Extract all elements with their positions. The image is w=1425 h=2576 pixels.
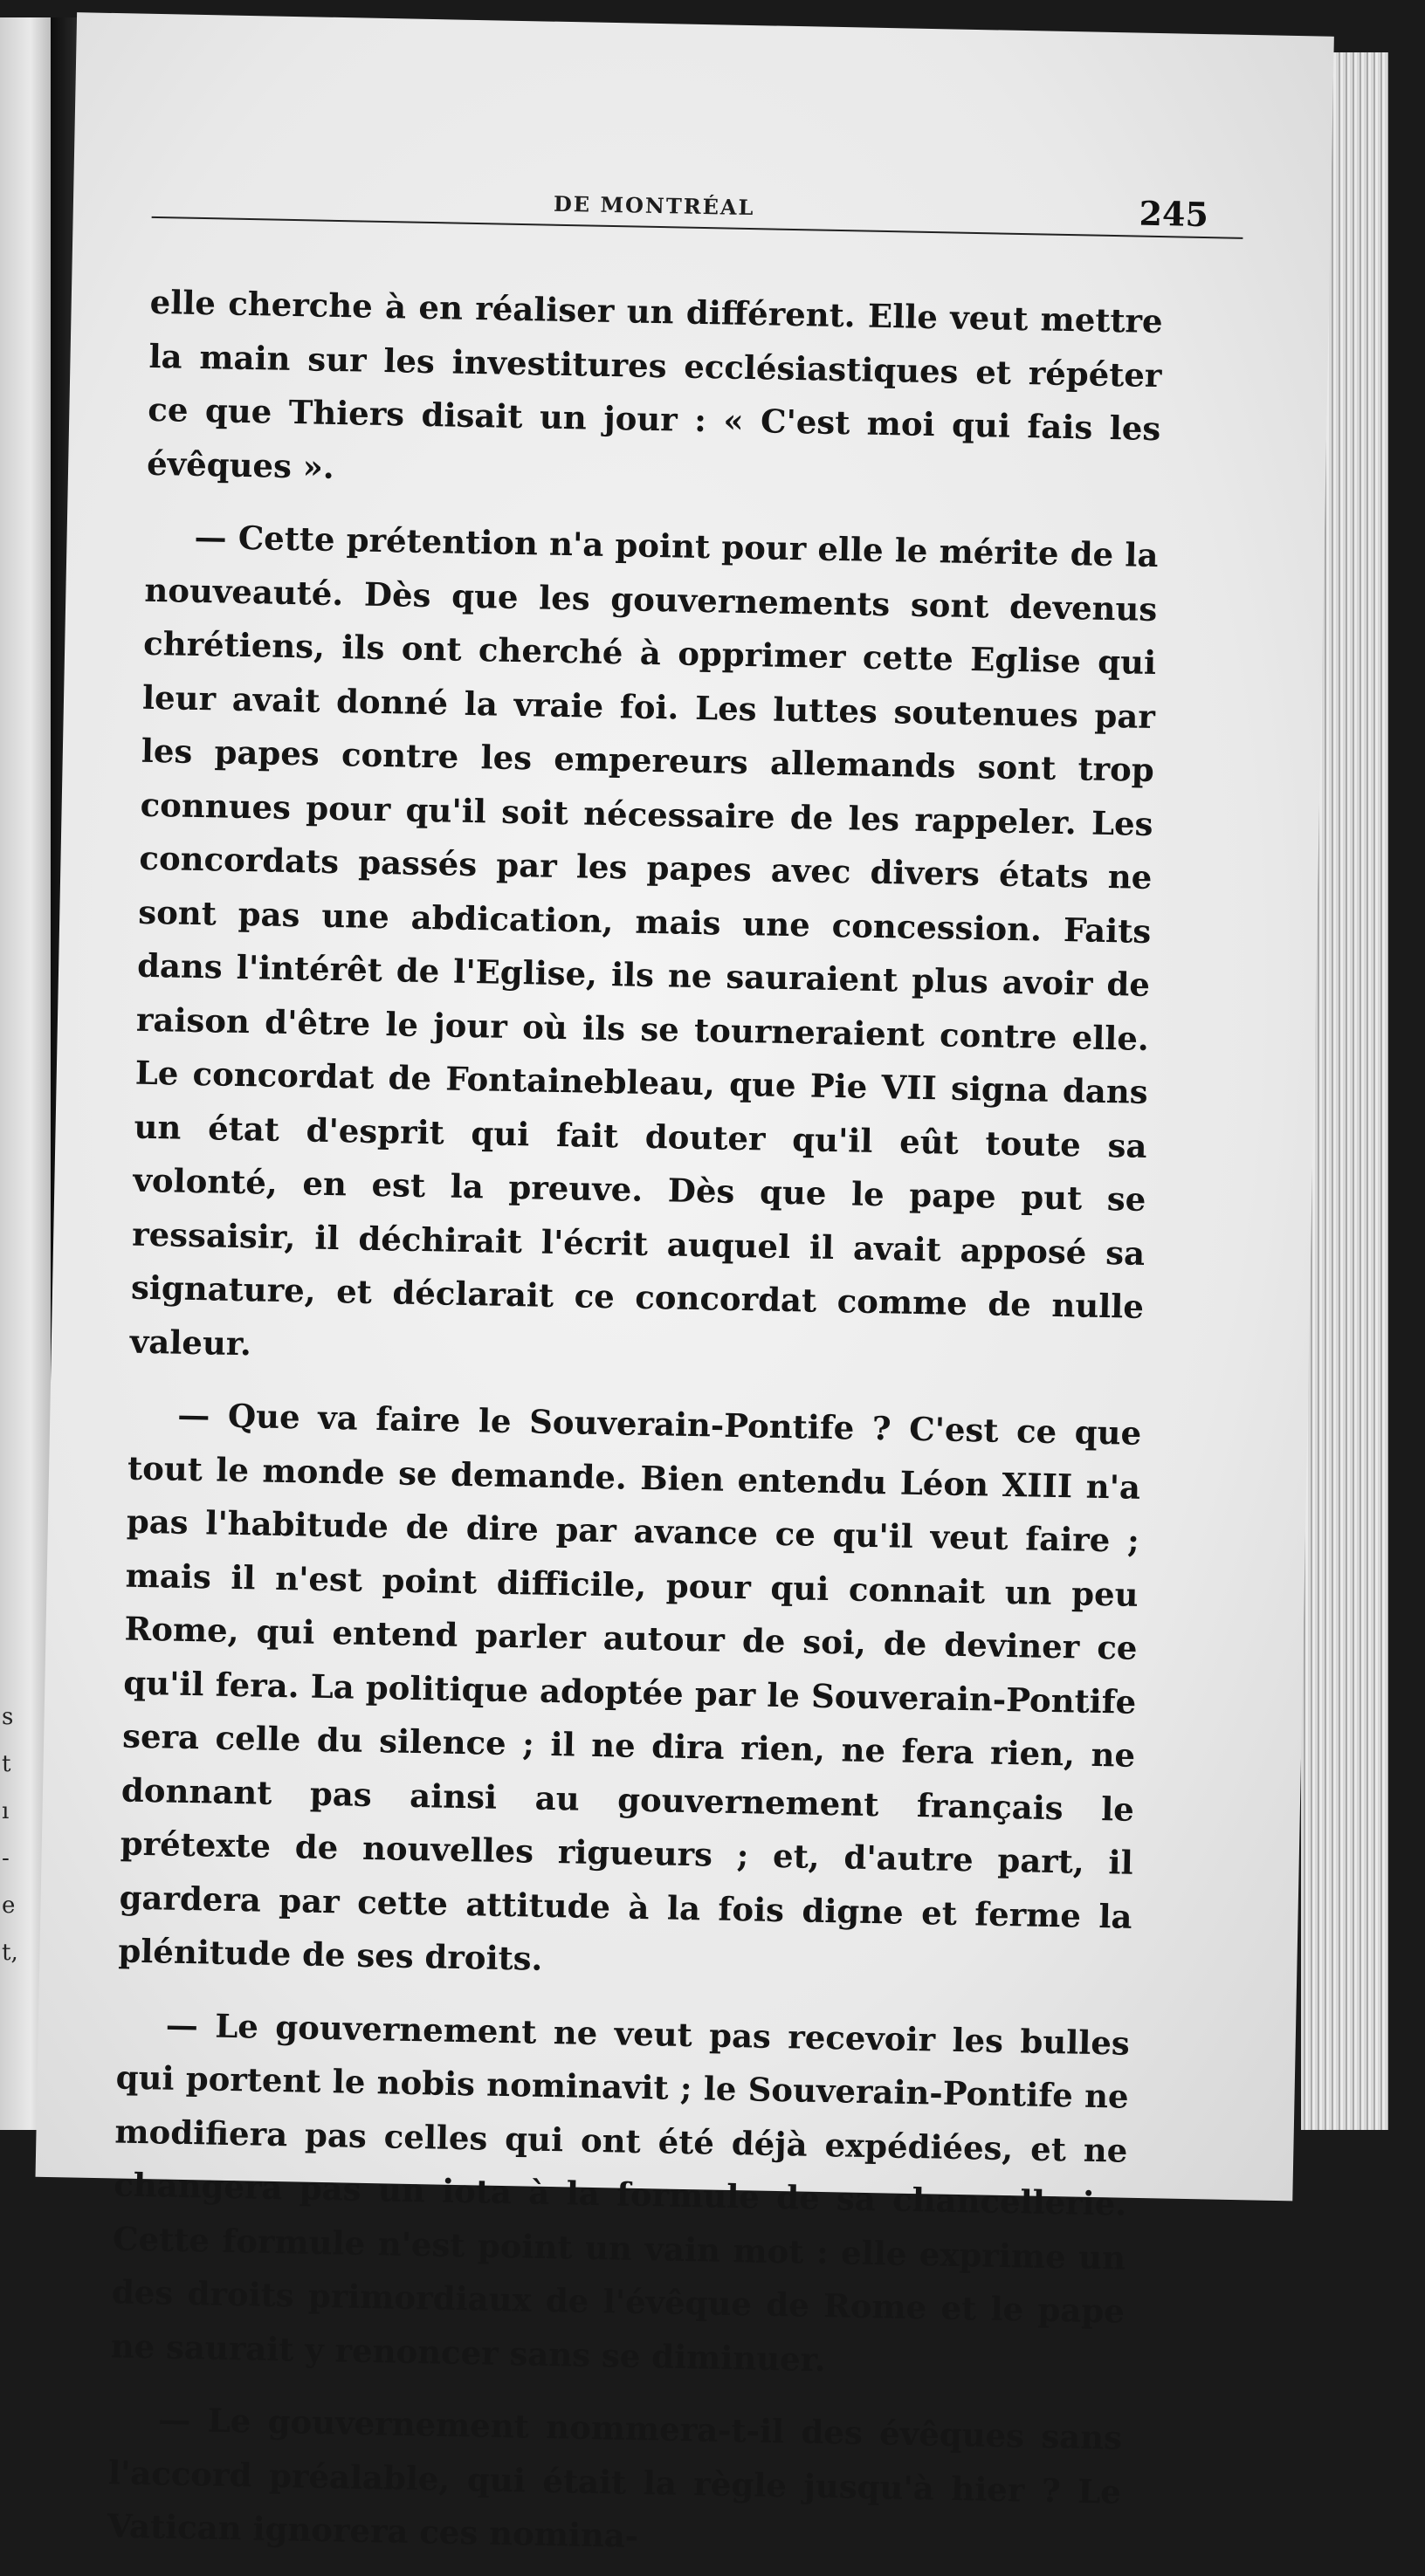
left-edge-letter: - (2, 1845, 10, 1872)
left-page-cut-letters (2, 1693, 28, 1976)
paragraph: — Cette prétention n'a point pour elle le mérite de la nouveauté. Dès que les gouvernements sont devenus chrétiens, ils ont cherché à opprimer cette Eglise qui leur avait donné la vraie foi. Les luttes soutenues par les papes contre les empereurs allemands sont trop connues pour qu'il soit nécessaire de les rappeler. Les concordats passés par les papes avec divers états ne sont pas une abdication, mais une concession. Faits dans l'intérêt de l'Eglise, ils ne sauraient plus avoir de raison d'être le jour où ils se tourneraient contre elle. Le concordat de Fontainebleau, que Pie VII signa dans un état d'esprit qui fait douter qu'il eût toute sa volonté, en est la preuve. Dès que le pape put se ressaisir, il déchirait l'écrit auquel il avait apposé sa signature, et déclarait ce concordat comme de nulle valeur. (129, 517, 1159, 1363)
left-edge-letter: t, (2, 1940, 18, 1966)
book-page (36, 12, 1334, 2556)
paragraph: — Le gouvernement nommera-t-il des évêques sans l'accord préalable, qui était la règle jusqu'à hier ? Le Vatican ignorera ces nomina- (107, 2400, 1123, 2556)
paragraph: elle cherche à en réaliser un différent. Elle veut mettre la main sur les investitures ecclésiastiques et répéter ce que Thiers disait un jour : « C'est moi qui fais les évêques ». (146, 282, 1163, 486)
page-number: 245 (1139, 193, 1209, 235)
paragraph: — Que va faire le Souverain-Pontife ? C'est ce que tout le monde se demande. Bien entendu Léon XIII n'a pas l'habitude de dire par avance ce qu'il veut faire ; mais il n'est point difficile, pour qui connait un peu Rome, qui entend parler autour de soi, de deviner ce qu'il fera. La politique adoptée par le Souverain-Pontife sera celle du silence ; il ne dira rien, ne fera rien, ne donnant pas ainsi au gouvernement français le prétexte de nouvelles rigueurs ; et, d'autre part, il gardera par cette attitude à la fois digne et ferme la plénitude de ses droits. (118, 1395, 1142, 1978)
running-title: DE MONTRÉAL (553, 190, 755, 221)
left-edge-letter: s (2, 1704, 14, 1730)
left-edge-letter: ı (2, 1798, 10, 1824)
left-edge-letter: t (2, 1751, 11, 1777)
paragraph: — Le gouvernement ne veut pas recevoir les bulles qui portent le nobis nominavit ; le Souverain-Pontife ne modifiera pas celles qui ont été déjà expédiées, et ne changera pas un iota à la formule de sa chancellerie. Cette formule n'est point un vain mot : elle exprime un des droits primordiaux de l'évêque de Rome et le pape ne saurait y renoncer sans se diminuer. (110, 2005, 1131, 2379)
left-edge-letter: e (2, 1893, 16, 1919)
running-head (152, 161, 1244, 239)
body-text (107, 276, 1163, 2573)
